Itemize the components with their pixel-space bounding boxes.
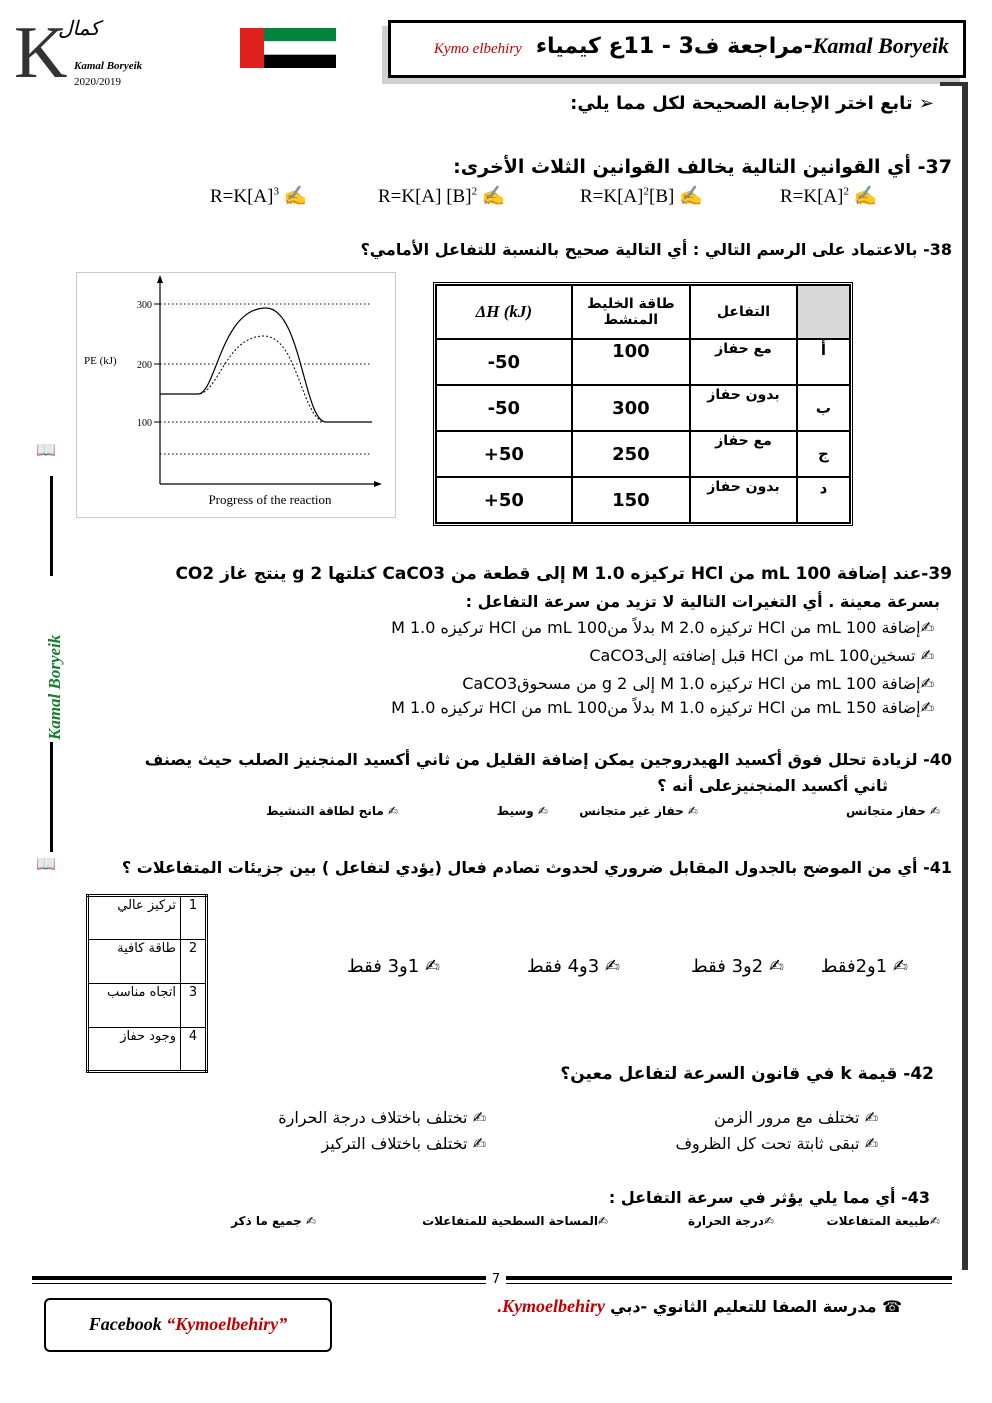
q41-option[interactable]: ✍ 2و3 فقط: [691, 956, 784, 977]
col-header-dh: ΔH (kJ): [436, 285, 572, 339]
cell-dh: -50: [436, 385, 572, 431]
q42-question: 42- قيمة k في قانون السرعة لتفاعل معين؟: [560, 1064, 934, 1084]
q40-option[interactable]: ✍ مانح لطاقة التنشيط: [266, 804, 398, 818]
q43-option[interactable]: ✍ جميع ما ذكر: [231, 1214, 316, 1228]
q40-question-line1: 40- لزيادة تحلل فوق أكسيد الهيدروجين يمكن إضافة القليل من ثاني أكسيد المنجنيز الصلب حيث يصنف: [144, 750, 952, 769]
footer-school: ☎ مدرسة الصفا للتعليم الثانوي -دبي: [610, 1297, 902, 1316]
svg-text:Kamal Boryeik: Kamal Boryeik: [45, 634, 64, 740]
frame-right: [962, 82, 968, 1270]
q39-question-line1: 39-عند إضافة 100 mL من HCl تركيزه 1.0 M إلى قطعة من CaCO3 كتلتها 2 g ينتج غاز CO2: [175, 564, 952, 584]
table-row[interactable]: [436, 431, 850, 477]
q43-option[interactable]: ✍درجة الحرارة: [687, 1214, 774, 1228]
cell-energy: 250: [572, 431, 690, 477]
logo-year: 2020/2019: [74, 76, 122, 88]
x-axis-label: Progress of the reaction: [208, 492, 332, 507]
q40-option[interactable]: ✍ حفاز متجانس: [845, 804, 940, 818]
cell-letter: ج: [797, 431, 850, 477]
q40-question-line2: ثاني أكسيد المنجنيزعلى أنه ؟: [657, 776, 888, 795]
footer-school-line: [498, 1296, 902, 1317]
q43-option[interactable]: ✍طبيعة المتفاعلات: [826, 1214, 940, 1228]
cell-num: 1: [181, 896, 207, 940]
cell-dh: +50: [436, 431, 572, 477]
cell-energy: 150: [572, 477, 690, 523]
q43-question: 43- أي مما يلي يؤثر في سرعة التفاعل :: [608, 1188, 930, 1207]
q37-question: 37- أي القوانين التالية يخالف القوانين الثلاث الأخرى:: [453, 156, 952, 178]
q39-option[interactable]: ✍إضافة 100 mL من HCl تركيزه 2.0 M بدلاً من100 mL من HCl تركيزه 1.0 M: [391, 618, 934, 637]
q41-option[interactable]: ✍ 3و4 فقط: [527, 956, 620, 977]
logo-letter: K: [14, 12, 68, 94]
cell-text: تركيز عالي: [88, 896, 181, 940]
cell-text: اتجاه مناسب: [88, 984, 181, 1028]
cell-num: 4: [181, 1028, 207, 1072]
cell-dh: +50: [436, 477, 572, 523]
q39-option[interactable]: ✍إضافة 150 mL من HCl تركيزه 1.0 M بدلاً من100 mL من HCl تركيزه 1.0 M: [391, 698, 934, 717]
q39-option[interactable]: ✍إضافة 100 mL من HCl تركيزه 1.0 M إلى 2 g من مسحوقCaCO3: [462, 674, 934, 693]
book-icon: 📖: [36, 854, 56, 873]
footer-brand: Kymoelbehiry.: [497, 1296, 606, 1316]
cell-energy: 100: [572, 339, 690, 385]
logo-signature: كمال: [58, 18, 100, 40]
q41-question: 41- أي من الموضح بالجدول المقابل ضروري لحدوث تصادم فعال (يؤدي لتفاعل ) بين جزيئات المتفاعلات ؟: [121, 858, 952, 877]
cell-reaction: مع حفاز: [690, 431, 797, 477]
cell-num: 2: [181, 940, 207, 984]
uae-flag-icon: [240, 28, 336, 68]
q37-option[interactable]: $R=K[A]^2$ ✍: [780, 185, 878, 207]
q41-option[interactable]: ✍ 1و2فقط: [820, 956, 908, 977]
cell-dh: -50: [436, 339, 572, 385]
col-header-energy: طاقة الخليط المنشط: [572, 285, 690, 339]
cell-reaction: مع حفاز: [690, 339, 797, 385]
cell-reaction: بدون حفاز: [690, 385, 797, 431]
facebook-label: Facebook: [88, 1314, 162, 1334]
facebook-name: “Kymoelbehiry”: [166, 1314, 288, 1334]
q37-option[interactable]: R=K[A] $[B]^2$ ✍: [378, 185, 506, 207]
header-title-box: [388, 20, 966, 78]
q39-option[interactable]: ✍ تسخين100 mL من HCl قبل إضافته إلىCaCO3: [589, 646, 934, 665]
cell-num: 3: [181, 984, 207, 1028]
q38-question: 38- بالاعتماد على الرسم التالي : أي التالية صحيح بالنسبة للتفاعل الأمامي؟: [360, 240, 952, 259]
q40-option[interactable]: ✍ وسيط: [496, 804, 548, 818]
title-name: Kamal Boryeik: [812, 33, 949, 58]
cell-text: طاقة كافية: [88, 940, 181, 984]
facebook-scroll: [44, 1298, 332, 1352]
q42-option[interactable]: ✍ تختلف مع مرور الزمن: [713, 1108, 878, 1127]
book-icon: 📖: [36, 440, 56, 459]
col-header-reaction: التفاعل: [690, 285, 797, 339]
q38-energy-graph: [76, 272, 396, 518]
table-row[interactable]: [436, 385, 850, 431]
logo-name: Kamal Boryeik: [74, 60, 143, 72]
q42-option[interactable]: ✍ تختلف باختلاف التركيز: [321, 1134, 486, 1153]
q41-option[interactable]: ✍ 1و3 فقط: [347, 956, 440, 977]
q42-option[interactable]: ✍ تبقى ثابتة تحت كل الظروف: [675, 1134, 878, 1153]
title-sub: Kymo elbehiry: [433, 41, 522, 57]
q41-conditions-table: [86, 894, 208, 1073]
cell-letter: أ: [797, 339, 850, 385]
cell-letter: ب: [797, 385, 850, 431]
q40-option[interactable]: ✍ حفاز غير متجانس: [579, 804, 698, 818]
q38-answer-table: [433, 282, 853, 526]
page-number: 7: [486, 1272, 506, 1287]
q42-option[interactable]: ✍ تختلف باختلاف درجة الحرارة: [278, 1108, 486, 1127]
cell-text: وجود حفاز: [88, 1028, 181, 1072]
y-axis-label: PE (kJ): [84, 355, 117, 367]
cell-energy: 300: [572, 385, 690, 431]
y-tick: 300: [137, 300, 152, 311]
q37-option[interactable]: $R=K[A]^2[B]$ ✍: [580, 185, 703, 207]
section-intro: ➢ تابع اختر الإجابة الصحيحة لكل مما يلي:: [570, 93, 934, 114]
table-row[interactable]: [436, 477, 850, 523]
cell-letter: د: [797, 477, 850, 523]
q37-options: [190, 184, 900, 210]
q39-question-line2: بسرعة معينة . أي التغيرات التالية لا تزيد من سرعة التفاعل :: [465, 592, 940, 611]
side-vertical-name: [10, 600, 90, 740]
side-divider: [50, 742, 53, 852]
title-text: -مراجعة ف3 - 11ع كيمياء: [535, 34, 813, 59]
q37-option[interactable]: $R=K[A]^3$ ✍: [210, 185, 308, 207]
side-divider: [50, 476, 53, 576]
col-header-letter: [797, 285, 850, 339]
table-row[interactable]: [436, 339, 850, 385]
y-tick: 100: [137, 418, 152, 429]
y-tick: 200: [137, 360, 152, 371]
q43-option[interactable]: ✍المساحة السطحية للمتفاعلات: [422, 1214, 608, 1228]
cell-reaction: بدون حفاز: [690, 477, 797, 523]
